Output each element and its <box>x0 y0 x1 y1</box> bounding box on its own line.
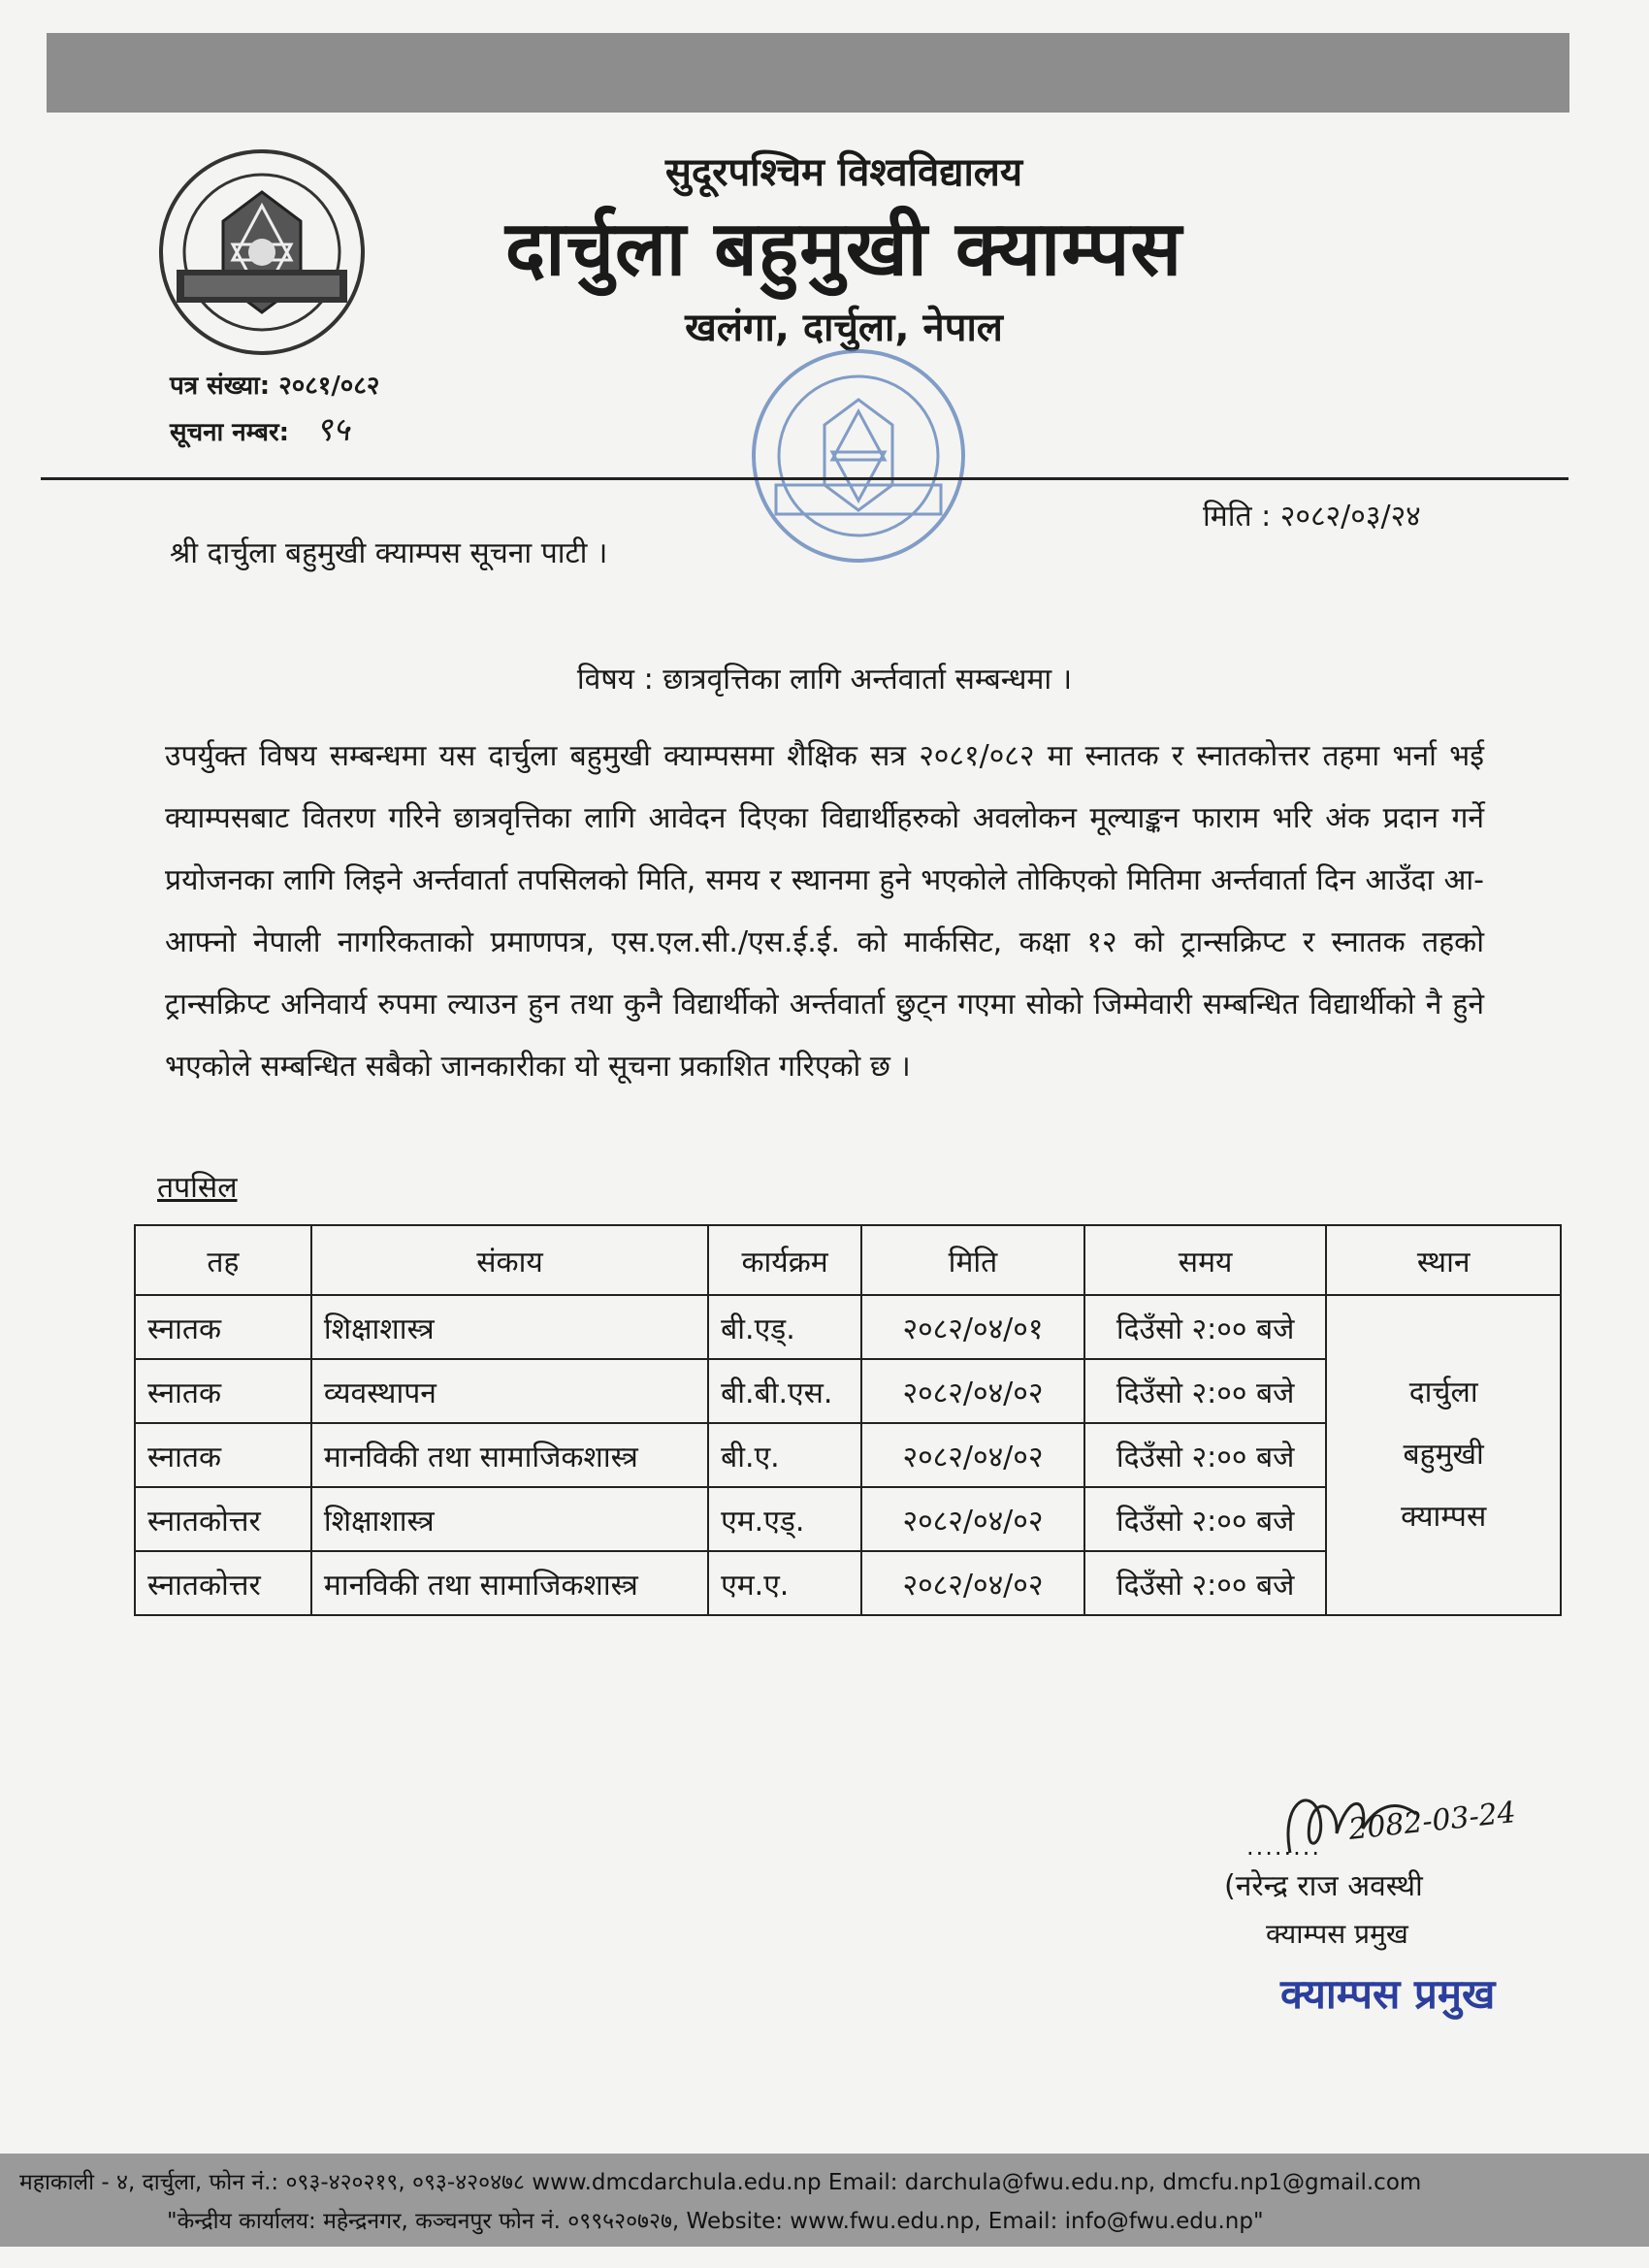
notice-date: मिति : २०८२/०३/२४ <box>1203 500 1421 534</box>
office-seal-stamp-icon <box>747 340 970 582</box>
signature-line: ........ <box>1246 1833 1322 1861</box>
cell-date: २०८२/०४/०२ <box>861 1359 1084 1423</box>
cell-program: एम.एड्. <box>708 1487 861 1551</box>
recipient: श्री दार्चुला बहुमुखी क्याम्पस सूचना पाटी । <box>170 536 608 570</box>
campus-address: खलंगा, दार्चुला, नेपाल <box>685 306 1003 350</box>
cell-time: दिउँसो २:०० बजे <box>1084 1295 1326 1359</box>
header-divider <box>41 477 1568 480</box>
footer-contact: महाकाली - ४, दार्चुला, फोन नं.: ०९३-४२०२१९, ०९३-४२०४७८ www.dmcdarchula.edu.np Email: darchula@fwu.edu.np, dmcfu.np1@gmail.com <box>19 2170 1422 2195</box>
header-level: तह <box>135 1225 311 1295</box>
signatory-title: क्याम्पस प्रमुख <box>1266 1918 1408 1950</box>
cell-date: २०८२/०४/०२ <box>861 1423 1084 1487</box>
cell-faculty: शिक्षाशास्त्र <box>311 1487 708 1551</box>
header-venue: स्थान <box>1326 1225 1561 1295</box>
university-logo-icon <box>155 146 369 359</box>
letter-number: पत्र संख्या: २०८१/०८२ <box>170 372 380 401</box>
header-faculty: संकाय <box>311 1225 708 1295</box>
campus-name: दार्चुला बहुमुखी क्याम्पस <box>504 206 1183 293</box>
cell-program: बी.ए. <box>708 1423 861 1487</box>
cell-time: दिउँसो २:०० बजे <box>1084 1551 1326 1615</box>
cell-program: बी.बी.एस. <box>708 1359 861 1423</box>
notice-number: सूचना नम्बर: ९५ <box>170 410 350 449</box>
cell-faculty: मानविकी तथा सामाजिकशास्त्र <box>311 1423 708 1487</box>
cell-level: स्नातक <box>135 1423 311 1487</box>
cell-level: स्नातक <box>135 1295 311 1359</box>
cell-program: एम.ए. <box>708 1551 861 1615</box>
cell-program: बी.एड्. <box>708 1295 861 1359</box>
interview-schedule-table <box>134 1224 1562 1616</box>
signature-date: 2082-03-24 <box>1346 1796 1518 1847</box>
cell-faculty: व्यवस्थापन <box>311 1359 708 1423</box>
signatory-name: (नरेन्द्र राज अवस्थी <box>1224 1869 1423 1903</box>
cell-date: २०८२/०४/०१ <box>861 1295 1084 1359</box>
schedule-heading: तपसिल <box>157 1171 238 1205</box>
cell-faculty: शिक्षाशास्त्र <box>311 1295 708 1359</box>
table-row <box>135 1295 1561 1359</box>
header-time: समय <box>1084 1225 1326 1295</box>
header-program: कार्यक्रम <box>708 1225 861 1295</box>
cell-level: स्नातकोत्तर <box>135 1551 311 1615</box>
table-header-row <box>135 1225 1561 1295</box>
notice-body: उपर्युक्त विषय सम्बन्धमा यस दार्चुला बहुमुखी क्याम्पसमा शैक्षिक सत्र २०८१/०८२ मा स्नातक र स्नातकोत्तर तहमा भर्ना भई क्याम्पसबाट वितरण गरिने छात्रवृत्तिका लागि आवेदन दिएका विद्यार्थीहरुको अवलोकन मूल्याङ्कन फाराम भरि अंक प्रदान गर्ने प्रयोजनका लागि लिइने अर्न्तवार्ता तपसिलको मिति, समय र स्थानमा हुने भएकोले तोकिएको मितिमा अर्न्तवार्ता दिन आउँदा आ-आफ्नो नेपाली नागरिकताको प्रमाणपत्र, एस.एल.सी./एस.ई.ई. को मार्कसिट, कक्षा १२ को ट्रान्सक्रिप्ट र स्नातक तहको ट्रान्सक्रिप्ट अनिवार्य रुपमा ल्याउन हुन तथा कुनै विद्यार्थीको अर्न्तवार्ता छुट्न गएमा सोको जिम्मेवारी सम्बन्धित विद्यार्थीको नै हुने भएकोले सम्बन्धित सबैको जानकारीका यो सूचना प्रकाशित गरिएको छ । <box>165 739 1484 1084</box>
cell-time: दिउँसो २:०० बजे <box>1084 1359 1326 1423</box>
cell-faculty: मानविकी तथा सामाजिकशास्त्र <box>311 1551 708 1615</box>
cell-venue: दार्चुला बहुमुखी क्याम्पस <box>1326 1295 1561 1615</box>
cell-time: दिउँसो २:०० बजे <box>1084 1487 1326 1551</box>
university-name: सुदूरपश्चिम विश्वविद्यालय <box>664 150 1023 195</box>
cell-date: २०८२/०४/०२ <box>861 1551 1084 1615</box>
cell-date: २०८२/०४/०२ <box>861 1487 1084 1551</box>
header-bar <box>47 33 1569 113</box>
subject-line: विषय : छात्रवृत्तिका लागि अर्न्तवार्ता सम्बन्धमा । <box>576 663 1073 697</box>
cell-level: स्नातक <box>135 1359 311 1423</box>
campus-chief-stamp: क्याम्पस प्रमुख <box>1280 1970 1496 2018</box>
header-date: मिति <box>861 1225 1084 1295</box>
footer-bar <box>0 2154 1649 2247</box>
cell-level: स्नातकोत्तर <box>135 1487 311 1551</box>
footer-central-office: "केन्द्रीय कार्यालय: महेन्द्रनगर, कञ्चनपुर फोन नं. ०९९५२०७२७, Website: www.fwu.edu.np, Email: info@fwu.edu.np" <box>167 2209 1264 2234</box>
cell-time: दिउँसो २:०० बजे <box>1084 1423 1326 1487</box>
